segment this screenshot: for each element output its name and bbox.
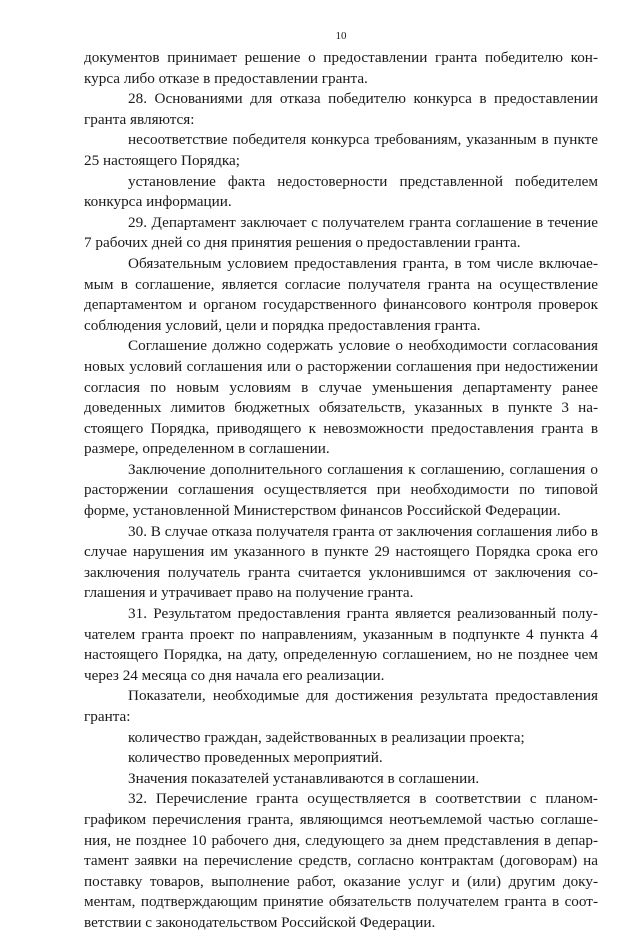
paragraph-indicator-values: Значения показателей устанавливаются в соглашении.: [128, 769, 480, 787]
paragraph-continuation: документов принимает решение о предоставлении гранта победителю конкурса либо отказе в предоставлении гранта.: [84, 49, 598, 87]
paragraph-indicators-intro: Показатели, необходимые для достижения результата предоставления гранта:: [84, 687, 598, 725]
paragraph-additional-agreement: Заключение дополнительного соглашения к соглашению, соглашения о расторжении соглашения осуществляется при необходимости по типовой форме, установленной Министерством финансов Российской Федерации.: [84, 460, 598, 520]
paragraph-mandatory-condition: Обязательным условием предоставления гранта, в том числе включаемым в соглашение, является согласие получателя гранта на осуществление департаментом и органом государственного финансового контроля проверок соблюдения условий, цели и порядка предоставления гранта.: [84, 254, 598, 334]
paragraph-refusal-ground-2: установление факта недостоверности представленной победителем конкурса информации.: [84, 172, 598, 211]
page-number: 10: [335, 30, 347, 42]
paragraph-indicator-1: количество граждан, задействованных в реализации проекта;: [128, 728, 525, 746]
paragraph-indicator-2: количество проведенных мероприятий.: [128, 749, 383, 767]
paragraph-clause-31: 31. Результатом предоставления гранта является реализованный получателем гранта проект по направлениям, указанным в подпункте 4 пункта 4 настоящего Порядка, на дату, определенную соглашением, но не позднее чем через 24 месяца со дня начала его реализации.: [84, 605, 598, 684]
paragraph-clause-30: 30. В случае отказа получателя гранта от заключения соглашения либо в случае нарушения им указанного в пункте 29 настоящего Порядка срока его заключения получатель гранта считается уклонившимся от заключения соглашения и утрачивает право на получение гранта.: [84, 522, 598, 602]
paragraph-clause-29: 29. Департамент заключает с получателем гранта соглашение в течение 7 рабочих дней со дня принятия решения о предоставлении гранта.: [84, 213, 598, 252]
paragraph-clause-28: 28. Основаниями для отказа победителю конкурса в предоставлении гранта являются:: [84, 90, 598, 128]
paragraph-agreement-condition: Соглашение должно содержать условие о необходимости согласования новых условий соглашения или о расторжении соглашения при недостижении согласия по новым условиям в случае уменьшения департаменту ранее доведенных лимитов бюджетных обязательств, указанных в пункте 3 настоящего Порядка, приводящего к невозможности предоставления гранта в размере, определенном в соглашении.: [84, 337, 598, 458]
paragraph-clause-32: 32. Перечисление гранта осуществляется в соответствии с планом-графиком перечисления гранта, являющимся неотъемлемой частью соглашения, не позднее 10 рабочего дня, следующего за днем представления в департамент заявки на перечисление средств, согласно контрактам (договорам) на поставку товаров, выполнение работ, оказание услуг и (или) другим документам, подтверждающим принятие обязательств получателем гранта в соответствии с законодательством Российской Федерации.: [84, 790, 598, 931]
document-body: [84, 48, 598, 934]
paragraph-refusal-ground-1: несоответствие победителя конкурса требованиям, указанным в пункте 25 настоящего Порядка;: [84, 131, 598, 169]
